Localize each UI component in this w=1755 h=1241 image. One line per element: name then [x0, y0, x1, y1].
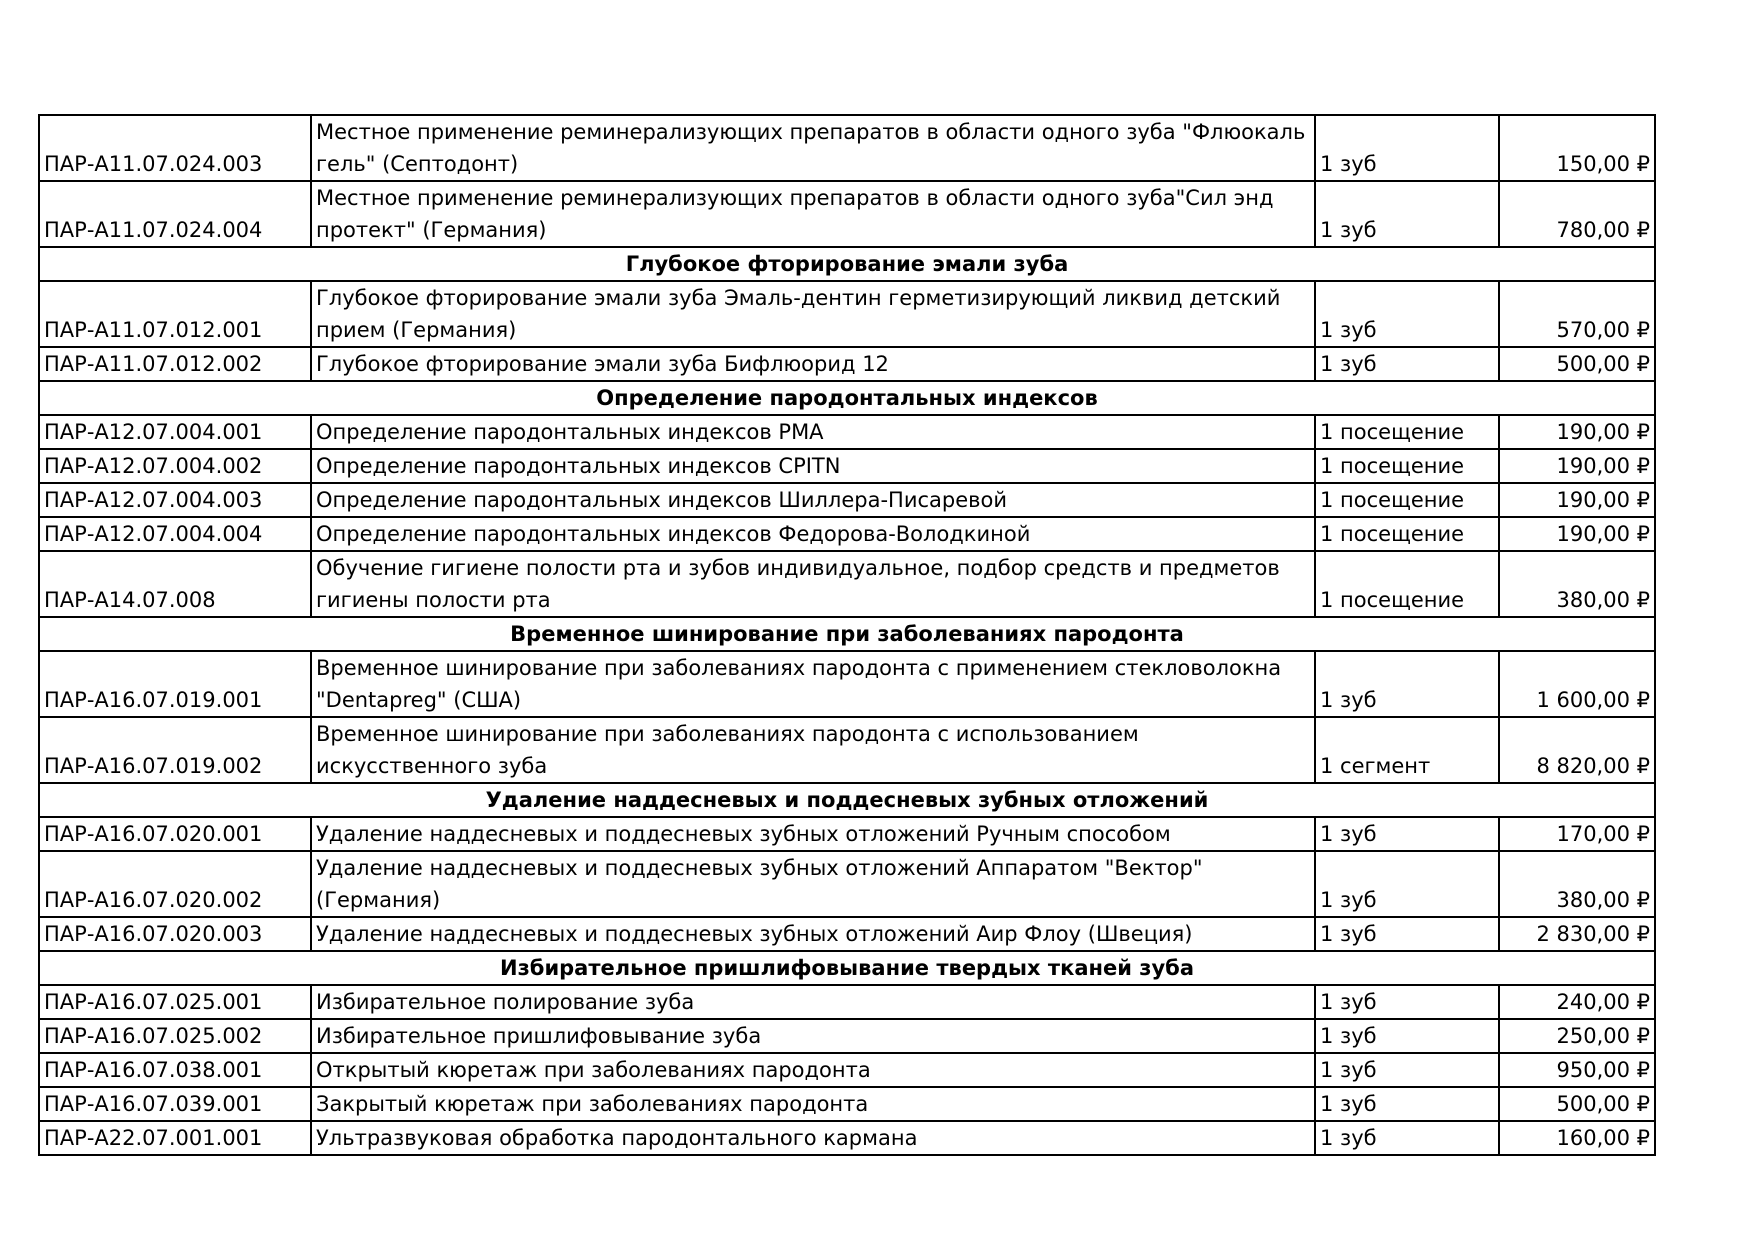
service-name-cell: Удаление наддесневых и поддесневых зубных отложений Ручным способом [311, 817, 1315, 851]
price-cell: 150,00 ₽ [1499, 115, 1655, 181]
unit-cell: 1 посещение [1315, 551, 1499, 617]
unit-cell: 1 зуб [1315, 817, 1499, 851]
price-cell: 380,00 ₽ [1499, 551, 1655, 617]
table-row [39, 115, 1655, 181]
service-name-cell: Определение пародонтальных индексов РМА [311, 415, 1315, 449]
price-cell: 190,00 ₽ [1499, 449, 1655, 483]
price-list-table [38, 114, 1656, 1156]
service-name-cell: Ультразвуковая обработка пародонтального кармана [311, 1121, 1315, 1155]
section-title: Глубокое фторирование эмали зуба [39, 247, 1655, 281]
service-name-cell: Определение пародонтальных индексов Шиллера-Писаревой [311, 483, 1315, 517]
table-row [39, 917, 1655, 951]
service-code-cell: ПАР-A11.07.024.004 [39, 181, 311, 247]
price-cell: 380,00 ₽ [1499, 851, 1655, 917]
section-title: Определение пародонтальных индексов [39, 381, 1655, 415]
price-cell: 250,00 ₽ [1499, 1019, 1655, 1053]
service-name-cell: Определение пародонтальных индексов Федорова-Володкиной [311, 517, 1315, 551]
unit-cell: 1 зуб [1315, 1019, 1499, 1053]
table-row [39, 651, 1655, 717]
service-code-cell: ПАР-A12.07.004.001 [39, 415, 311, 449]
table-row [39, 817, 1655, 851]
price-cell: 950,00 ₽ [1499, 1053, 1655, 1087]
unit-cell: 1 сегмент [1315, 717, 1499, 783]
service-code-cell: ПАР-A16.07.020.002 [39, 851, 311, 917]
unit-cell: 1 зуб [1315, 651, 1499, 717]
price-cell: 570,00 ₽ [1499, 281, 1655, 347]
price-cell: 190,00 ₽ [1499, 415, 1655, 449]
price-list-body [39, 115, 1655, 1155]
section-header-row [39, 951, 1655, 985]
unit-cell: 1 зуб [1315, 851, 1499, 917]
table-row [39, 347, 1655, 381]
unit-cell: 1 посещение [1315, 517, 1499, 551]
service-code-cell: ПАР-A16.07.039.001 [39, 1087, 311, 1121]
section-title: Удаление наддесневых и поддесневых зубных отложений [39, 783, 1655, 817]
table-row [39, 1121, 1655, 1155]
service-name-cell: Закрытый кюретаж при заболеваниях пародонта [311, 1087, 1315, 1121]
service-code-cell: ПАР-A16.07.038.001 [39, 1053, 311, 1087]
service-name-cell: Обучение гигиене полости рта и зубов индивидуальное, подбор средств и предметов гигиены полости рта [311, 551, 1315, 617]
price-cell: 190,00 ₽ [1499, 483, 1655, 517]
price-cell: 1 600,00 ₽ [1499, 651, 1655, 717]
table-row [39, 1087, 1655, 1121]
service-name-cell: Избирательное пришлифовывание зуба [311, 1019, 1315, 1053]
service-code-cell: ПАР-A12.07.004.004 [39, 517, 311, 551]
unit-cell: 1 посещение [1315, 415, 1499, 449]
price-cell: 160,00 ₽ [1499, 1121, 1655, 1155]
table-row [39, 415, 1655, 449]
table-row [39, 717, 1655, 783]
price-cell: 2 830,00 ₽ [1499, 917, 1655, 951]
service-name-cell: Определение пародонтальных индексов CPITN [311, 449, 1315, 483]
service-code-cell: ПАР-A11.07.012.002 [39, 347, 311, 381]
service-code-cell: ПАР-A12.07.004.002 [39, 449, 311, 483]
table-row [39, 1019, 1655, 1053]
unit-cell: 1 зуб [1315, 1087, 1499, 1121]
unit-cell: 1 посещение [1315, 449, 1499, 483]
service-code-cell: ПАР-A14.07.008 [39, 551, 311, 617]
table-row [39, 483, 1655, 517]
table-row [39, 985, 1655, 1019]
service-name-cell: Удаление наддесневых и поддесневых зубных отложений Аир Флоу (Швеция) [311, 917, 1315, 951]
service-name-cell: Временное шинирование при заболеваниях пародонта с использованием искусственного зуба [311, 717, 1315, 783]
service-name-cell: Удаление наддесневых и поддесневых зубных отложений Аппаратом "Вектор" (Германия) [311, 851, 1315, 917]
service-code-cell: ПАР-A12.07.004.003 [39, 483, 311, 517]
service-code-cell: ПАР-A16.07.025.002 [39, 1019, 311, 1053]
table-row [39, 517, 1655, 551]
unit-cell: 1 посещение [1315, 483, 1499, 517]
price-cell: 170,00 ₽ [1499, 817, 1655, 851]
service-name-cell: Временное шинирование при заболеваниях пародонта с применением стекловолокна "Dentapreg" (США) [311, 651, 1315, 717]
price-cell: 240,00 ₽ [1499, 985, 1655, 1019]
unit-cell: 1 зуб [1315, 1053, 1499, 1087]
unit-cell: 1 зуб [1315, 281, 1499, 347]
price-cell: 780,00 ₽ [1499, 181, 1655, 247]
service-name-cell: Местное применение реминерализующих препаратов в области одного зуба "Флюокаль гель" (Септодонт) [311, 115, 1315, 181]
section-title: Избирательное пришлифовывание твердых тканей зуба [39, 951, 1655, 985]
table-row [39, 449, 1655, 483]
table-row [39, 181, 1655, 247]
service-code-cell: ПАР-A22.07.001.001 [39, 1121, 311, 1155]
service-code-cell: ПАР-A16.07.025.001 [39, 985, 311, 1019]
unit-cell: 1 зуб [1315, 347, 1499, 381]
service-code-cell: ПАР-A16.07.020.003 [39, 917, 311, 951]
service-name-cell: Местное применение реминерализующих препаратов в области одного зуба"Сил энд протект" (Германия) [311, 181, 1315, 247]
service-name-cell: Глубокое фторирование эмали зуба Бифлюорид 12 [311, 347, 1315, 381]
service-code-cell: ПАР-A11.07.024.003 [39, 115, 311, 181]
service-code-cell: ПАР-A16.07.020.001 [39, 817, 311, 851]
service-name-cell: Глубокое фторирование эмали зуба Эмаль-дентин герметизирующий ликвид детский прием (Германия) [311, 281, 1315, 347]
section-title: Временное шинирование при заболеваниях пародонта [39, 617, 1655, 651]
service-code-cell: ПАР-A16.07.019.002 [39, 717, 311, 783]
price-cell: 500,00 ₽ [1499, 1087, 1655, 1121]
section-header-row [39, 381, 1655, 415]
table-row [39, 1053, 1655, 1087]
table-row [39, 281, 1655, 347]
price-cell: 190,00 ₽ [1499, 517, 1655, 551]
section-header-row [39, 617, 1655, 651]
service-name-cell: Открытый кюретаж при заболеваниях пародонта [311, 1053, 1315, 1087]
table-row [39, 851, 1655, 917]
unit-cell: 1 зуб [1315, 181, 1499, 247]
service-name-cell: Избирательное полирование зуба [311, 985, 1315, 1019]
service-code-cell: ПАР-A11.07.012.001 [39, 281, 311, 347]
price-cell: 500,00 ₽ [1499, 347, 1655, 381]
section-header-row [39, 247, 1655, 281]
unit-cell: 1 зуб [1315, 1121, 1499, 1155]
unit-cell: 1 зуб [1315, 917, 1499, 951]
section-header-row [39, 783, 1655, 817]
price-cell: 8 820,00 ₽ [1499, 717, 1655, 783]
service-code-cell: ПАР-A16.07.019.001 [39, 651, 311, 717]
unit-cell: 1 зуб [1315, 115, 1499, 181]
unit-cell: 1 зуб [1315, 985, 1499, 1019]
table-row [39, 551, 1655, 617]
